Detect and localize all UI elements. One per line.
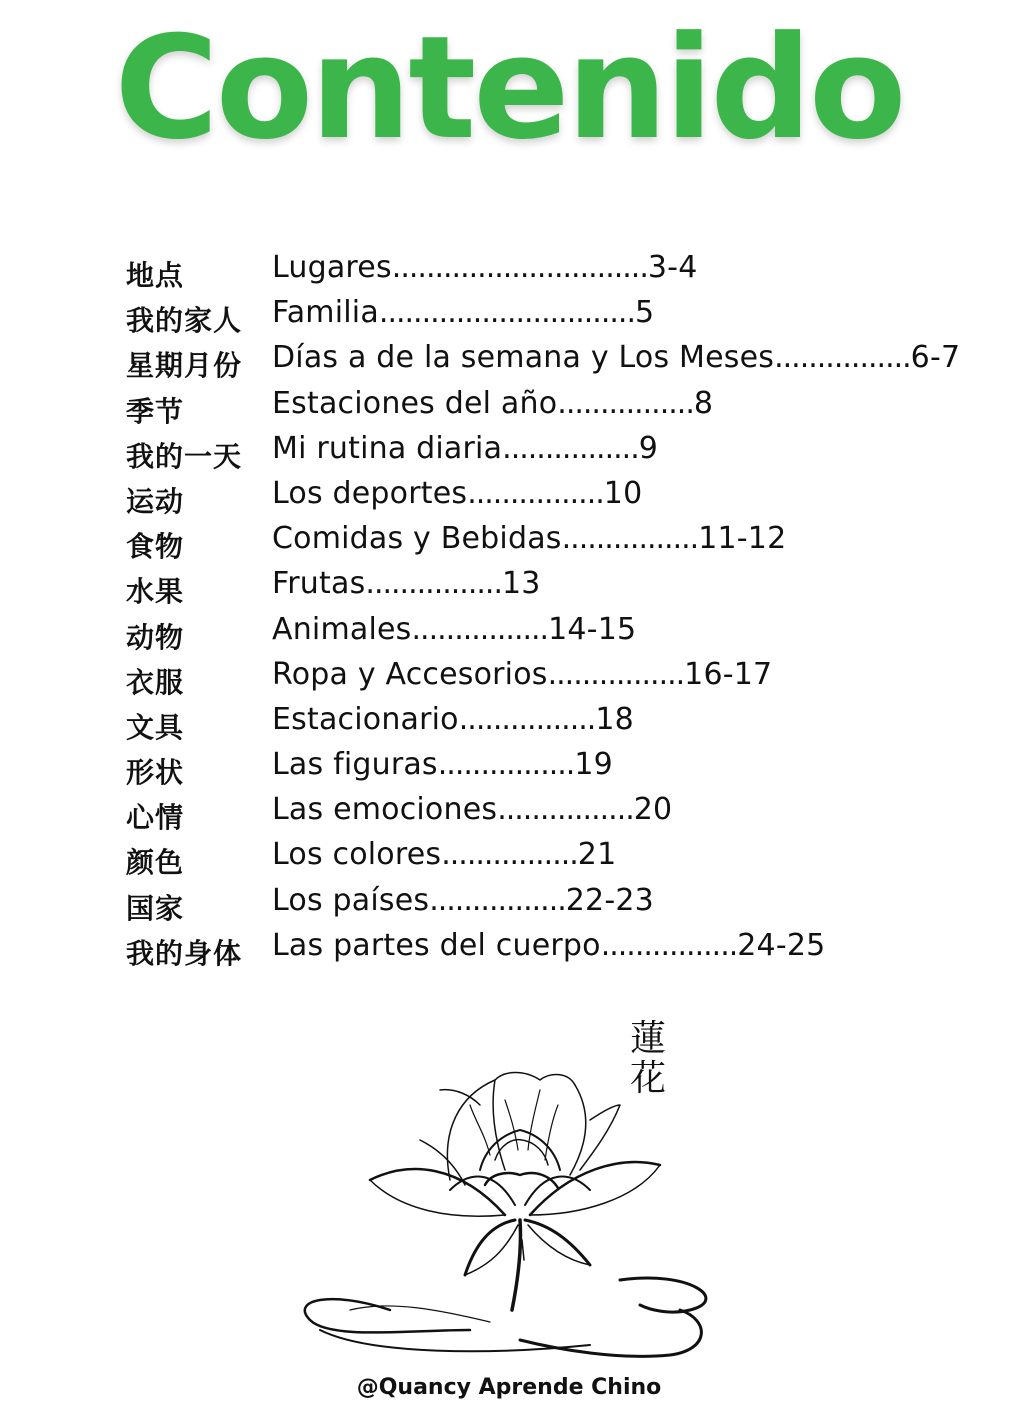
chinese-heading: 星期月份 bbox=[126, 349, 243, 383]
chinese-heading: 形状 bbox=[126, 756, 185, 790]
page-number: 21 bbox=[577, 837, 617, 873]
page-number: 8 bbox=[693, 385, 714, 421]
entry-label: Los países bbox=[272, 882, 430, 918]
spanish-entry bbox=[272, 340, 960, 375]
leader-dots: ................ bbox=[441, 837, 578, 873]
entry-label: Los colores bbox=[272, 837, 442, 873]
chinese-heading: 文具 bbox=[126, 710, 185, 744]
spanish-entry bbox=[272, 837, 616, 872]
spanish-entry bbox=[272, 792, 672, 827]
entry-label: Las emociones bbox=[272, 792, 498, 828]
page-number: 19 bbox=[574, 747, 613, 783]
leader-dots: ................ bbox=[561, 521, 699, 557]
leader-dots: ................ bbox=[497, 792, 634, 828]
entry-label: Ropa y Accesorios bbox=[272, 656, 548, 692]
chinese-heading: 运动 bbox=[126, 484, 185, 518]
lotus-illustration bbox=[290, 1010, 730, 1360]
entry-label: Las figuras bbox=[272, 747, 438, 783]
chinese-heading: 颜色 bbox=[126, 846, 185, 880]
leader-dots: ................ bbox=[437, 747, 575, 783]
leader-dots: ................ bbox=[547, 656, 685, 692]
page-number: 13 bbox=[501, 566, 541, 602]
spanish-entry bbox=[272, 250, 698, 285]
leader-dots: ................ bbox=[458, 701, 596, 737]
chinese-heading: 我的身体 bbox=[126, 936, 243, 970]
spanish-entry bbox=[272, 431, 658, 466]
chinese-heading: 国家 bbox=[126, 891, 185, 925]
chinese-heading: 我的家人 bbox=[126, 304, 243, 338]
chinese-heading: 季节 bbox=[126, 394, 185, 428]
page-number: 11-12 bbox=[698, 521, 787, 557]
entry-label: Los deportes bbox=[272, 475, 468, 511]
spanish-entry bbox=[272, 295, 654, 330]
chinese-heading: 动物 bbox=[126, 620, 185, 654]
chinese-heading: 我的一天 bbox=[126, 439, 243, 473]
entry-label: Mi rutina diaria bbox=[272, 430, 503, 466]
entry-label: Familia bbox=[272, 295, 379, 331]
spanish-entry bbox=[272, 521, 786, 556]
leader-dots: ................ bbox=[467, 475, 604, 511]
leader-dots: ................ bbox=[365, 566, 502, 602]
spanish-entry bbox=[272, 928, 825, 963]
leader-dots: ................ bbox=[502, 430, 639, 466]
calligraphy-char: 蓮 bbox=[630, 1018, 667, 1059]
spanish-entry bbox=[272, 657, 772, 692]
page-number: 22-23 bbox=[565, 882, 654, 918]
entry-label: Frutas bbox=[272, 566, 366, 602]
page-number: 14-15 bbox=[548, 611, 637, 647]
chinese-heading: 水果 bbox=[126, 575, 185, 609]
entry-label: Comidas y Bebidas bbox=[272, 521, 562, 557]
leader-dots: .............................. bbox=[391, 250, 648, 285]
page-number: 10 bbox=[603, 475, 643, 511]
entry-label: Estacionario bbox=[272, 701, 459, 737]
page-title: Contenido bbox=[114, 6, 904, 171]
footer-credit: @Quancy Aprende Chino bbox=[356, 1375, 662, 1400]
spanish-entry bbox=[272, 702, 634, 737]
leader-dots: ................ bbox=[429, 882, 566, 918]
page-number: 24-25 bbox=[737, 927, 826, 963]
entry-label: Animales bbox=[272, 611, 412, 647]
entry-label: Estaciones del año bbox=[272, 385, 558, 421]
spanish-entry bbox=[272, 747, 613, 782]
spanish-entry bbox=[272, 476, 642, 511]
leader-dots: .............................. bbox=[378, 295, 635, 331]
page-number: 20 bbox=[633, 792, 673, 828]
page-number: 5 bbox=[635, 295, 655, 331]
entry-label: Días a de la semana y Los Meses bbox=[272, 340, 775, 376]
chinese-heading: 心情 bbox=[126, 801, 185, 835]
chinese-heading: 地点 bbox=[126, 259, 185, 292]
page-number: 3-4 bbox=[647, 250, 698, 285]
leader-dots: ................ bbox=[600, 927, 738, 963]
spanish-entry bbox=[272, 883, 654, 918]
entry-label: Lugares bbox=[272, 250, 392, 285]
entry-label: Las partes del cuerpo bbox=[272, 927, 601, 963]
leader-dots: ................ bbox=[774, 340, 911, 376]
spanish-entry bbox=[272, 612, 636, 647]
page-number: 6-7 bbox=[910, 340, 961, 376]
calligraphy-char: 花 bbox=[630, 1058, 667, 1099]
leader-dots: ................ bbox=[557, 385, 694, 421]
leader-dots: ................ bbox=[411, 611, 549, 647]
spanish-entry bbox=[272, 386, 713, 421]
chinese-heading: 衣服 bbox=[126, 665, 185, 699]
chinese-heading: 食物 bbox=[126, 530, 185, 564]
page-number: 9 bbox=[638, 430, 659, 466]
page-number: 16-17 bbox=[684, 656, 773, 692]
page-number: 18 bbox=[595, 701, 634, 737]
spanish-entry bbox=[272, 566, 541, 601]
